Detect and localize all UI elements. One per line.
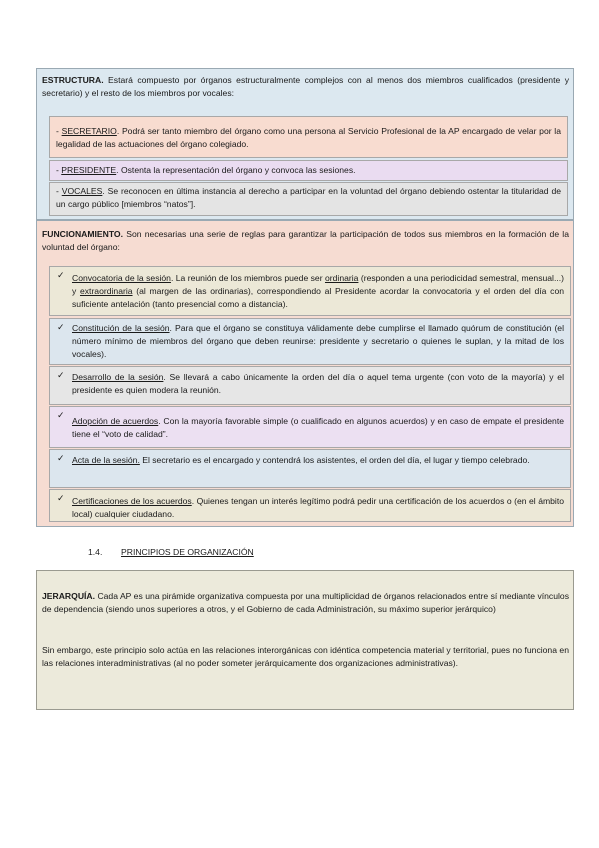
list-item-desarrollo — [49, 366, 571, 405]
presidente-box — [49, 160, 568, 181]
item-text: . Para que el órgano se constituya válidamente debe cumplirse el llamado quórum de constitución (el número mínimo de miembros del órgano que deben reunirse: presidente y secretario o quienes le suplan, y la mitad de los vocales). — [72, 323, 564, 359]
extraordinaria-term: extraordinaria — [79, 286, 133, 296]
estructura-title: ESTRUCTURA. — [42, 75, 104, 85]
list-item-acta — [49, 449, 571, 488]
item-text: . Con la mayoría favorable simple (o cualificado en algunos acuerdos) y en caso de empate el presidente tiene el “voto de calidad”. — [72, 416, 564, 439]
list-item-adopcion — [49, 406, 571, 448]
funcionamiento-title: FUNCIONAMIENTO. — [42, 229, 124, 239]
jerarquia-title: JERARQUÍA. — [42, 591, 96, 601]
checkmark-icon: ✓ — [57, 270, 65, 280]
list-dash: - — [56, 126, 62, 136]
list-item-certificaciones — [49, 489, 571, 522]
item-text: (al margen de las ordinarias), correspondiendo al Presidente acordar la convocatoria y el orden del día con suficiente antelación (tanto presencial como a distancia). — [72, 286, 564, 309]
item-term: Constitución de la sesión — [72, 323, 170, 333]
list-item-constitucion — [49, 318, 571, 365]
item-term: Adopción de acuerdos — [72, 416, 159, 426]
section-title: PRINCIPIOS DE ORGANIZACIÓN — [121, 547, 254, 557]
estructura-intro — [42, 74, 569, 100]
section-heading — [88, 546, 254, 559]
vocales-term: VOCALES — [61, 186, 103, 196]
item-term: Certificaciones de los acuerdos — [72, 496, 192, 506]
jerarquia-text: Cada AP es una pirámide organizativa compuesta por una multiplicidad de órganos relacionados entre sí mediante vínculos de dependencia (siendo unos superiores a otros, y el Gobierno de cada Administración, su máximo superior jerárquico) — [42, 591, 569, 614]
estructura-text: Estará compuesto por órganos estructuralmente complejos con al menos dos miembros cualificados (presidente y secretario) y el resto de los miembros por vocales: — [42, 75, 569, 98]
vocales-text: . Se reconocen en última instancia al derecho a participar en la voluntad del órgano debiendo ostentar la titularidad de un cargo público [miembros “natos”]. — [56, 186, 561, 209]
jerarquia-paragraph-1 — [42, 590, 569, 616]
item-text: . Se llevará a cabo únicamente la orden del día o aquel tema urgente (con voto de la mayoría) y el presidente es quien modera la reunión. — [72, 372, 564, 395]
item-term: Acta de la sesión. — [72, 455, 140, 465]
item-text: (responden a una periodicidad semestral, mensual...) y — [72, 273, 564, 296]
item-text: . Quienes tengan un interés legítimo podrá pedir una certificación de los acuerdos o (en el ámbito local) cualquier ciudadano. — [72, 496, 564, 519]
checkmark-icon: ✓ — [57, 322, 65, 332]
checkmark-icon: ✓ — [57, 370, 65, 380]
vocales-box — [49, 182, 568, 216]
funcionamiento-text: Son necesarias una serie de reglas para garantizar la participación de todos sus miembros en la formación de la voluntad del órgano: — [42, 229, 569, 252]
checkmark-icon: ✓ — [57, 410, 65, 420]
item-text: . La reunión de los miembros puede ser — [170, 273, 325, 283]
checkmark-icon: ✓ — [57, 493, 65, 503]
jerarquia-paragraph-2: Sin embargo, este principio solo actúa en las relaciones interorgánicas con idéntica competencia material y territorial, pues no funciona en las relaciones interadministrativas (al no poder someter jerárquicamente dos organizaciones administrativas). — [42, 645, 569, 668]
item-term: Convocatoria de la sesión — [72, 273, 171, 283]
secretario-box — [49, 116, 568, 158]
secretario-text: . Podrá ser tanto miembro del órgano como una persona al Servicio Profesional de la AP encargado de velar por la legalidad de las actuaciones del órgano colegiado. — [56, 126, 561, 149]
secretario-term: SECRETARIO — [61, 126, 117, 136]
item-term: Desarrollo de la sesión — [72, 372, 164, 382]
list-dash: - — [56, 186, 62, 196]
list-dash: - — [56, 165, 62, 175]
item-text: El secretario es el encargado y contendrá los asistentes, el orden del día, el lugar y tiempo celebrado. — [139, 455, 530, 465]
presidente-term: PRESIDENTE — [61, 165, 117, 175]
ordinaria-term: ordinaria — [324, 273, 359, 283]
list-item-convocatoria — [49, 266, 571, 316]
section-number: 1.4. — [88, 547, 103, 557]
checkmark-icon: ✓ — [57, 453, 65, 463]
funcionamiento-intro — [42, 228, 569, 254]
jerarquia-box — [36, 570, 574, 710]
presidente-text: . Ostenta la representación del órgano y convoca las sesiones. — [116, 165, 356, 175]
